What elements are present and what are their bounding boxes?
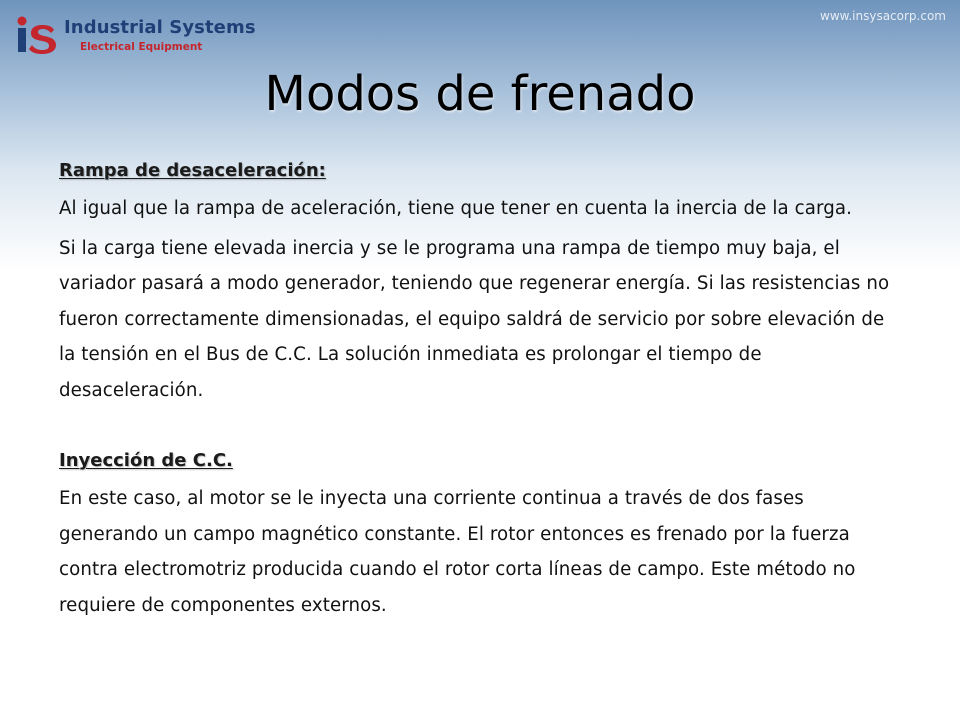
website-url[interactable]: www.insysacorp.com [820,9,946,23]
company-logo [16,14,256,64]
paragraph-deceleration-regeneration: Si la carga tiene elevada inercia y se le programa una rampa de tiempo muy baja, el variador pasará a modo generador, teniendo que regenerar energía. Si las resistencias no fueron correctamente dimensionadas, el equipo saldrá de servicio por sobre elevación de la tensión en el Bus de C.C. La solución inmediata es prolongar el tiempo de desaceleración. [59,237,890,401]
logo-title: Industrial Systems [64,17,256,38]
paragraph-deceleration-inertia: Al igual que la rampa de aceleración, tiene que tener en cuenta la inercia de la carga. [59,198,852,219]
slide-body [59,155,897,623]
section-heading-dc-injection: Inyección de C.C. [59,450,233,471]
section-heading-deceleration-ramp: Rampa de desaceleración: [59,160,326,181]
slide-title: Modos de frenado [264,66,696,122]
logo-subtitle: Electrical Equipment [80,41,203,53]
section-spacer [59,408,897,445]
company-logo-icon [16,14,62,60]
paragraph-dc-injection: En este caso, al motor se le inyecta una corriente continua a través de dos fases generando un campo magnético constante. El rotor entonces es frenado por la fuerza contra electromotriz producida cuando el rotor corta líneas de campo. Este método no requiere de componentes externos. [59,488,856,616]
